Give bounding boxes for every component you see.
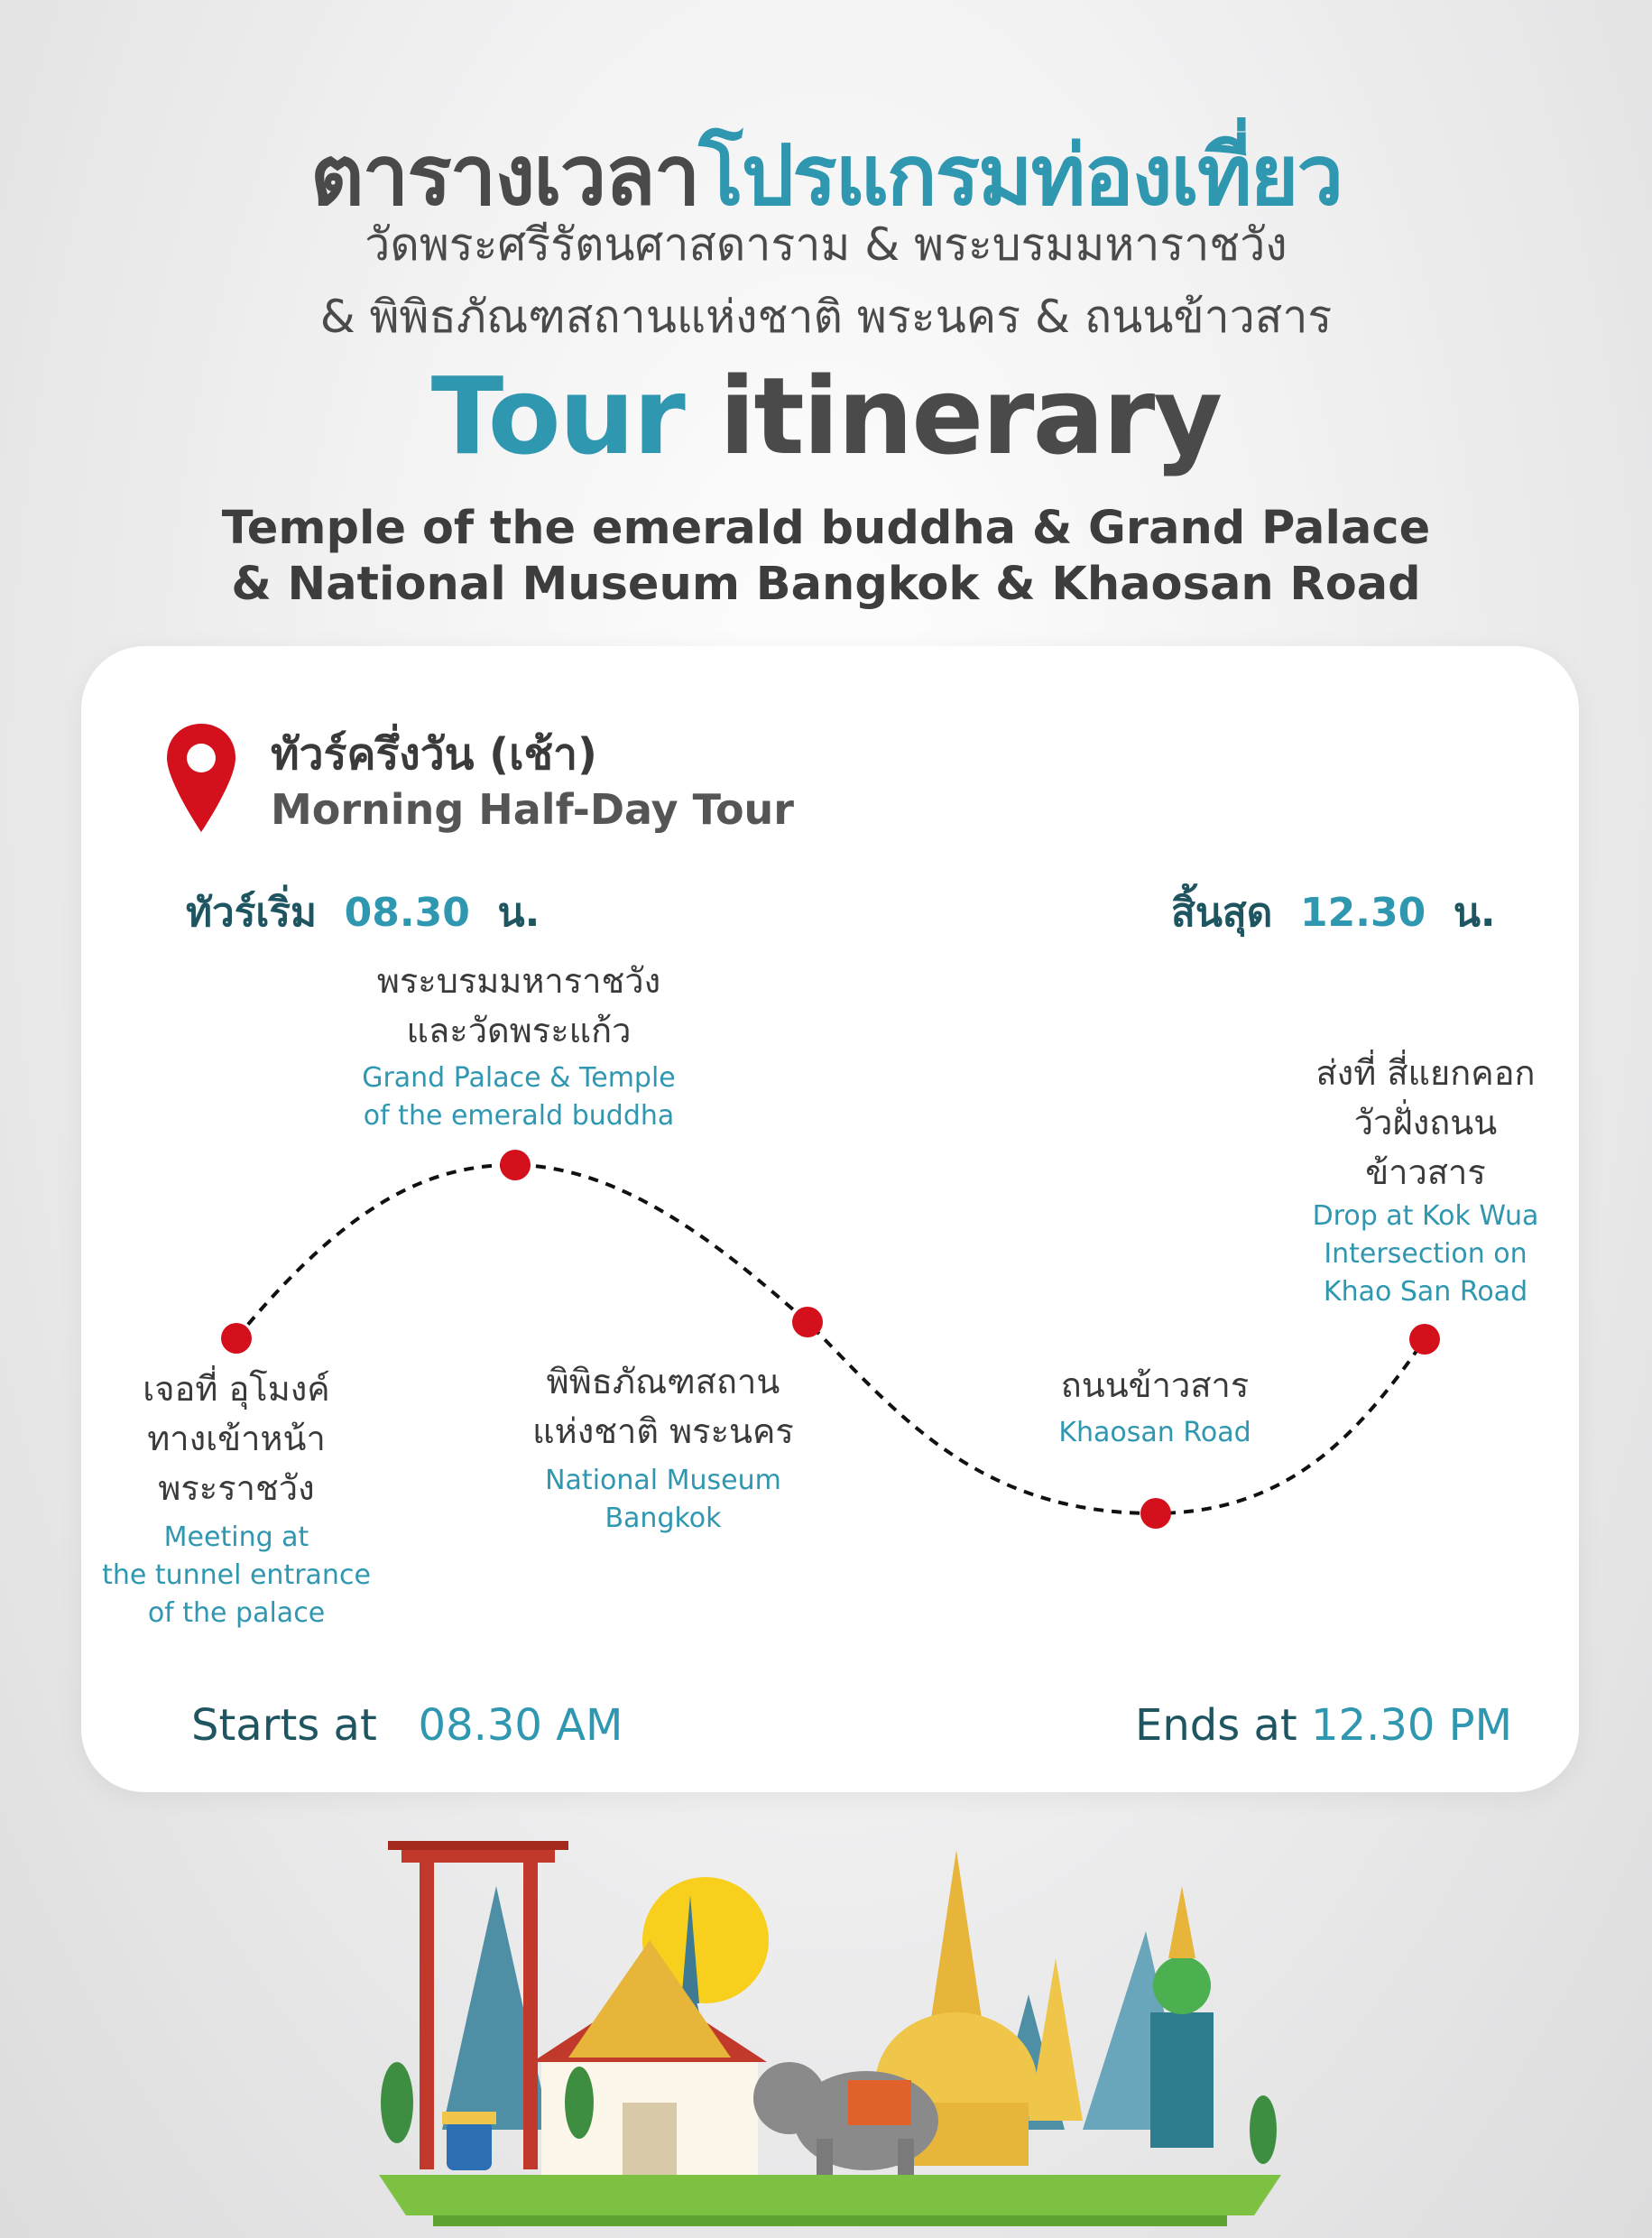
ends-time-en: 12.30 PM bbox=[1310, 1700, 1513, 1751]
stop-3-th-line2: แห่งชาติ พระนคร bbox=[532, 1411, 794, 1451]
stop-2-th-line2: และวัดพระแก้ว bbox=[406, 1011, 632, 1050]
start-time-value-th: 08.30 bbox=[344, 890, 470, 936]
ends-label-en: Ends at bbox=[1135, 1700, 1297, 1751]
start-label-th: ทัวร์เริ่ม bbox=[186, 890, 318, 936]
bangkok-landmarks-illustration bbox=[379, 1832, 1281, 2229]
stop-5-th-line2: วัวฝั่งถนน bbox=[1353, 1103, 1498, 1142]
stop-1-en-line2: the tunnel entrance bbox=[102, 1559, 371, 1591]
stop-4-th-line1: ถนนข้าวสาร bbox=[1060, 1365, 1250, 1405]
stop-2-th-line1: พระบรมมหาราชวัง bbox=[376, 961, 661, 1001]
subtitle-en-line2: & National Museum Bangkok & Khaosan Road bbox=[231, 558, 1421, 611]
end-label-th: สิ้นสุด bbox=[1171, 890, 1273, 936]
stop-marker-2 bbox=[500, 1150, 531, 1180]
stop-marker-5 bbox=[1409, 1324, 1440, 1355]
stop-marker-1 bbox=[221, 1323, 252, 1354]
starts-at-en bbox=[191, 1700, 623, 1751]
stop-5-en-line2: Intersection on bbox=[1324, 1238, 1527, 1270]
subtitle-en-line1: Temple of the emerald buddha & Grand Palace bbox=[221, 502, 1431, 555]
stop-5 bbox=[1272, 1049, 1579, 1311]
stop-1 bbox=[83, 1364, 390, 1632]
title-th-teal: โปรแกรมท่องเที่ยว bbox=[698, 127, 1343, 224]
stop-3 bbox=[487, 1357, 839, 1538]
start-unit-th: น. bbox=[497, 890, 540, 936]
stop-3-th-line1: พิพิธภัณฑสถาน bbox=[546, 1362, 780, 1401]
title-en-teal: Tour bbox=[430, 354, 684, 478]
stop-2-en-line1: Grand Palace & Temple bbox=[362, 1062, 676, 1094]
ends-at-en bbox=[1135, 1700, 1512, 1751]
title-th-dark: ตารางเวลา bbox=[309, 127, 699, 224]
end-time-value-th: 12.30 bbox=[1300, 890, 1426, 936]
stop-4 bbox=[1020, 1361, 1290, 1452]
stop-1-th-line3: พระราชวัง bbox=[158, 1468, 315, 1508]
stop-5-th-line3: ข้าวสาร bbox=[1365, 1152, 1486, 1192]
tour-name-th: ทัวร์ครึ่งวัน (เช้า) bbox=[271, 729, 597, 780]
stop-1-th-line1: เจอที่ อุโมงค์ bbox=[143, 1369, 330, 1409]
stop-marker-4 bbox=[1140, 1498, 1171, 1529]
subtitle-th-line2: & พิพิธภัณฑสถานแห่งชาติ พระนคร & ถนนข้าวสาร bbox=[319, 291, 1333, 343]
end-unit-th: น. bbox=[1453, 890, 1496, 936]
stop-5-th-line1: ส่งที่ สี่แยกคอก bbox=[1315, 1053, 1536, 1093]
stop-marker-3 bbox=[792, 1307, 823, 1337]
stop-3-en-line1: National Museum bbox=[545, 1465, 781, 1496]
starts-time-en: 08.30 AM bbox=[418, 1700, 623, 1751]
tour-name-en: Morning Half-Day Tour bbox=[271, 785, 794, 834]
title-en-dark: itinerary bbox=[718, 354, 1222, 478]
stop-1-th-line2: ทางเข้าหน้า bbox=[147, 1419, 326, 1458]
starts-label-en: Starts at bbox=[191, 1700, 377, 1751]
stop-2 bbox=[338, 957, 699, 1135]
stop-2-en-line2: of the emerald buddha bbox=[363, 1100, 675, 1132]
stop-3-en-line2: Bangkok bbox=[605, 1503, 722, 1534]
stop-1-en-line3: of the palace bbox=[147, 1597, 326, 1629]
stop-4-en-line1: Khaosan Road bbox=[1058, 1417, 1251, 1448]
stop-1-en-line1: Meeting at bbox=[163, 1521, 309, 1553]
stop-5-en-line3: Khao San Road bbox=[1323, 1276, 1528, 1308]
stop-5-en-line1: Drop at Kok Wua bbox=[1312, 1200, 1539, 1232]
subtitle-th-line1: วัดพระศรีรัตนศาสดาราม & พระบรมมหาราชวัง bbox=[365, 218, 1287, 271]
